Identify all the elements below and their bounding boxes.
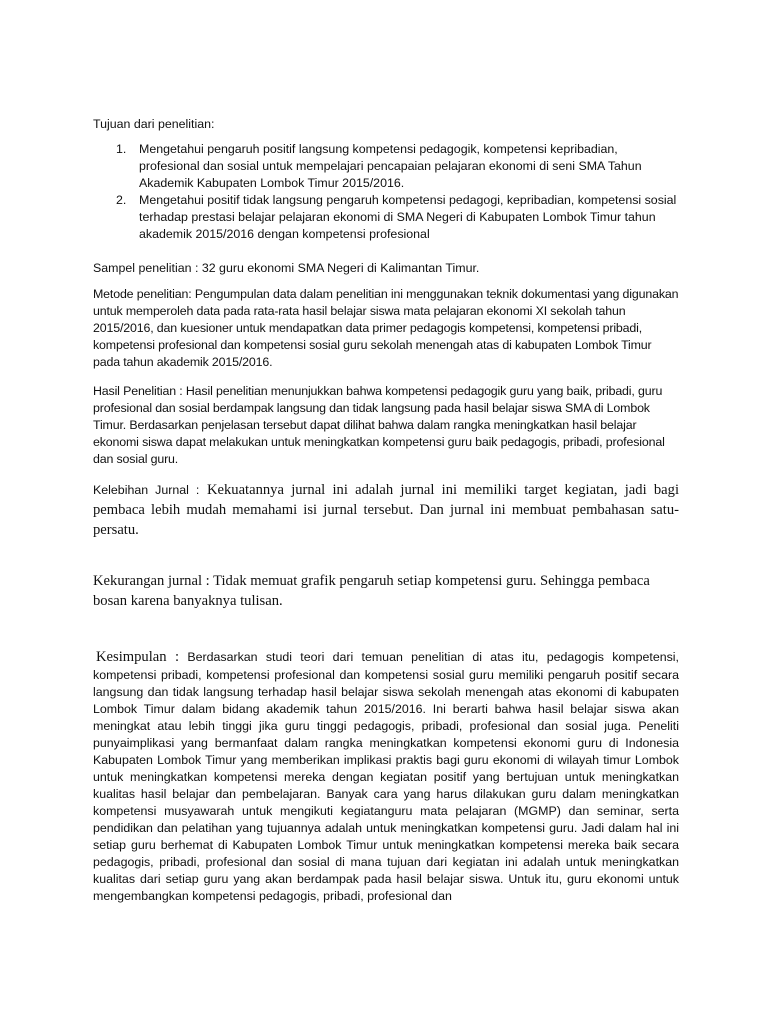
goals-list [93,141,679,243]
goal-text: Mengetahui pengaruh positif langsung kompetensi pedagogik, kompetensi kepribadian, profesional dan sosial untuk mempelajari pencapaian pelajaran ekonomi di seni SMA Tahun Akademik Kabupaten Lombok Timur 2015/2016. [139,142,642,190]
kelebihan-paragraph [93,480,679,540]
hasil-paragraph: Hasil Penelitian : Hasil penelitian menunjukkan bahwa kompetensi pedagogik guru yang baik, pribadi, guru profesional dan sosial berdampak langsung dan tidak langsung pada hasil belajar siswa SMA di Lombok Timur. Berdasarkan penjelasan tersebut dapat dilihat bahwa dalam rangka meningkatkan hasil belajar ekonomi siswa dapat melakukan untuk meningkatkan kompetensi guru baik pedagogis, pribadi, profesional dan sosial guru. [93,384,665,466]
kesimpulan-label: Kesimpulan : [96,649,180,665]
kelebihan-label: Kelebihan Jurnal : [93,483,200,497]
list-item [93,192,679,243]
kelebihan-text: Kekuatannya jurnal ini adalah jurnal ini memiliki target kegiatan, jadi bagi pembaca lebih mudah memahami isi jurnal tersebut. Dan jurnal ini membuat pembahasan satu-persatu. [93,482,679,538]
tujuan-heading: Tujuan dari penelitian: [93,117,215,131]
list-item [93,141,679,192]
sampel-paragraph: Sampel penelitian : 32 guru ekonomi SMA Negeri di Kalimantan Timur. [93,261,480,275]
kekurangan-paragraph: Kekurangan jurnal : Tidak memuat grafik pengaruh setiap kompetensi guru. Sehingga pembaca bosan karena banyaknya tulisan. [93,573,650,609]
kesimpulan-paragraph [93,647,679,905]
list-number: 2. [116,193,127,207]
goal-text: Mengetahui positif tidak langsung pengaruh kompetensi pedagogi, kepribadian, kompetensi sosial terhadap prestasi belajar pelajaran ekonomi di SMA Negeri di Kabupaten Lombok Timur tahun akademik 2015/2016 dengan kompetensi profesional [139,193,677,241]
list-number: 1. [116,142,127,156]
metode-paragraph: Metode penelitian: Pengumpulan data dalam penelitian ini menggunakan teknik dokumentasi yang digunakan untuk memperoleh data pada rata-rata hasil belajar siswa mata pelajaran ekonomi XI sekolah tahun 2015/2016, dan kuesioner untuk mendapatkan data primer pedagogis kompetensi, kompetensi pribadi, kompetensi profesional dan kompetensi sosial guru sekolah menengah atas di kabupaten Lombok Timur pada tahun akademik 2015/2016. [93,287,679,369]
kesimpulan-text: Berdasarkan studi teori dari temuan penelitian di atas itu, pedagogis kompetensi, kompetensi pribadi, kompetensi profesional dan kompetensi sosial guru memiliki pengaruh positif secara langsung dan tidak langsung terhadap hasil belajar siswa sekolah menengah atas ekonomi di kabupaten Lombok Timur dalam bidang akademik tahun 2015/2016. Ini berarti bahwa hasil belajar siswa akan meningkat atau lebih tinggi jika guru tinggi pedagogis, pribadi, profesional dan sosial juga. Peneliti punyaimplikasi yang bermanfaat dalam rangka meningkatkan kompetensi ekonomi guru di Indonesia Kabupaten Lombok Timur yang memberikan implikasi praktis bagi guru ekonomi di wilayah timur Lombok untuk meningkatkan kompetensi mereka dengan kegiatan positif yang bertujuan untuk meningkatkan kualitas hasil belajar dan pembelajaran. Banyak cara yang harus dilakukan guru dalam meningkatkan kompetensi musyawarah untuk mengikuti kegiatanguru mata pelajaran (MGMP) dan seminar, serta pendidikan dan pelatihan yang tujuannya adalah untuk meningkatkan kompetensi guru. Jadi dalam hal ini setiap guru berhemat di Kabupaten Lombok Timur untuk meningkatkan kompetensi mereka baik secara pedagogis, pribadi, profesional dan sosial di mana tujuan dari kegiatan ini adalah untuk meningkatkan kualitas dari setiap guru yang akan berdampak pada hasil belajar siswa. Untuk itu, guru ekonomi untuk mengembangkan kompetensi pedagogis, pribadi, profesional dan [93,650,680,903]
